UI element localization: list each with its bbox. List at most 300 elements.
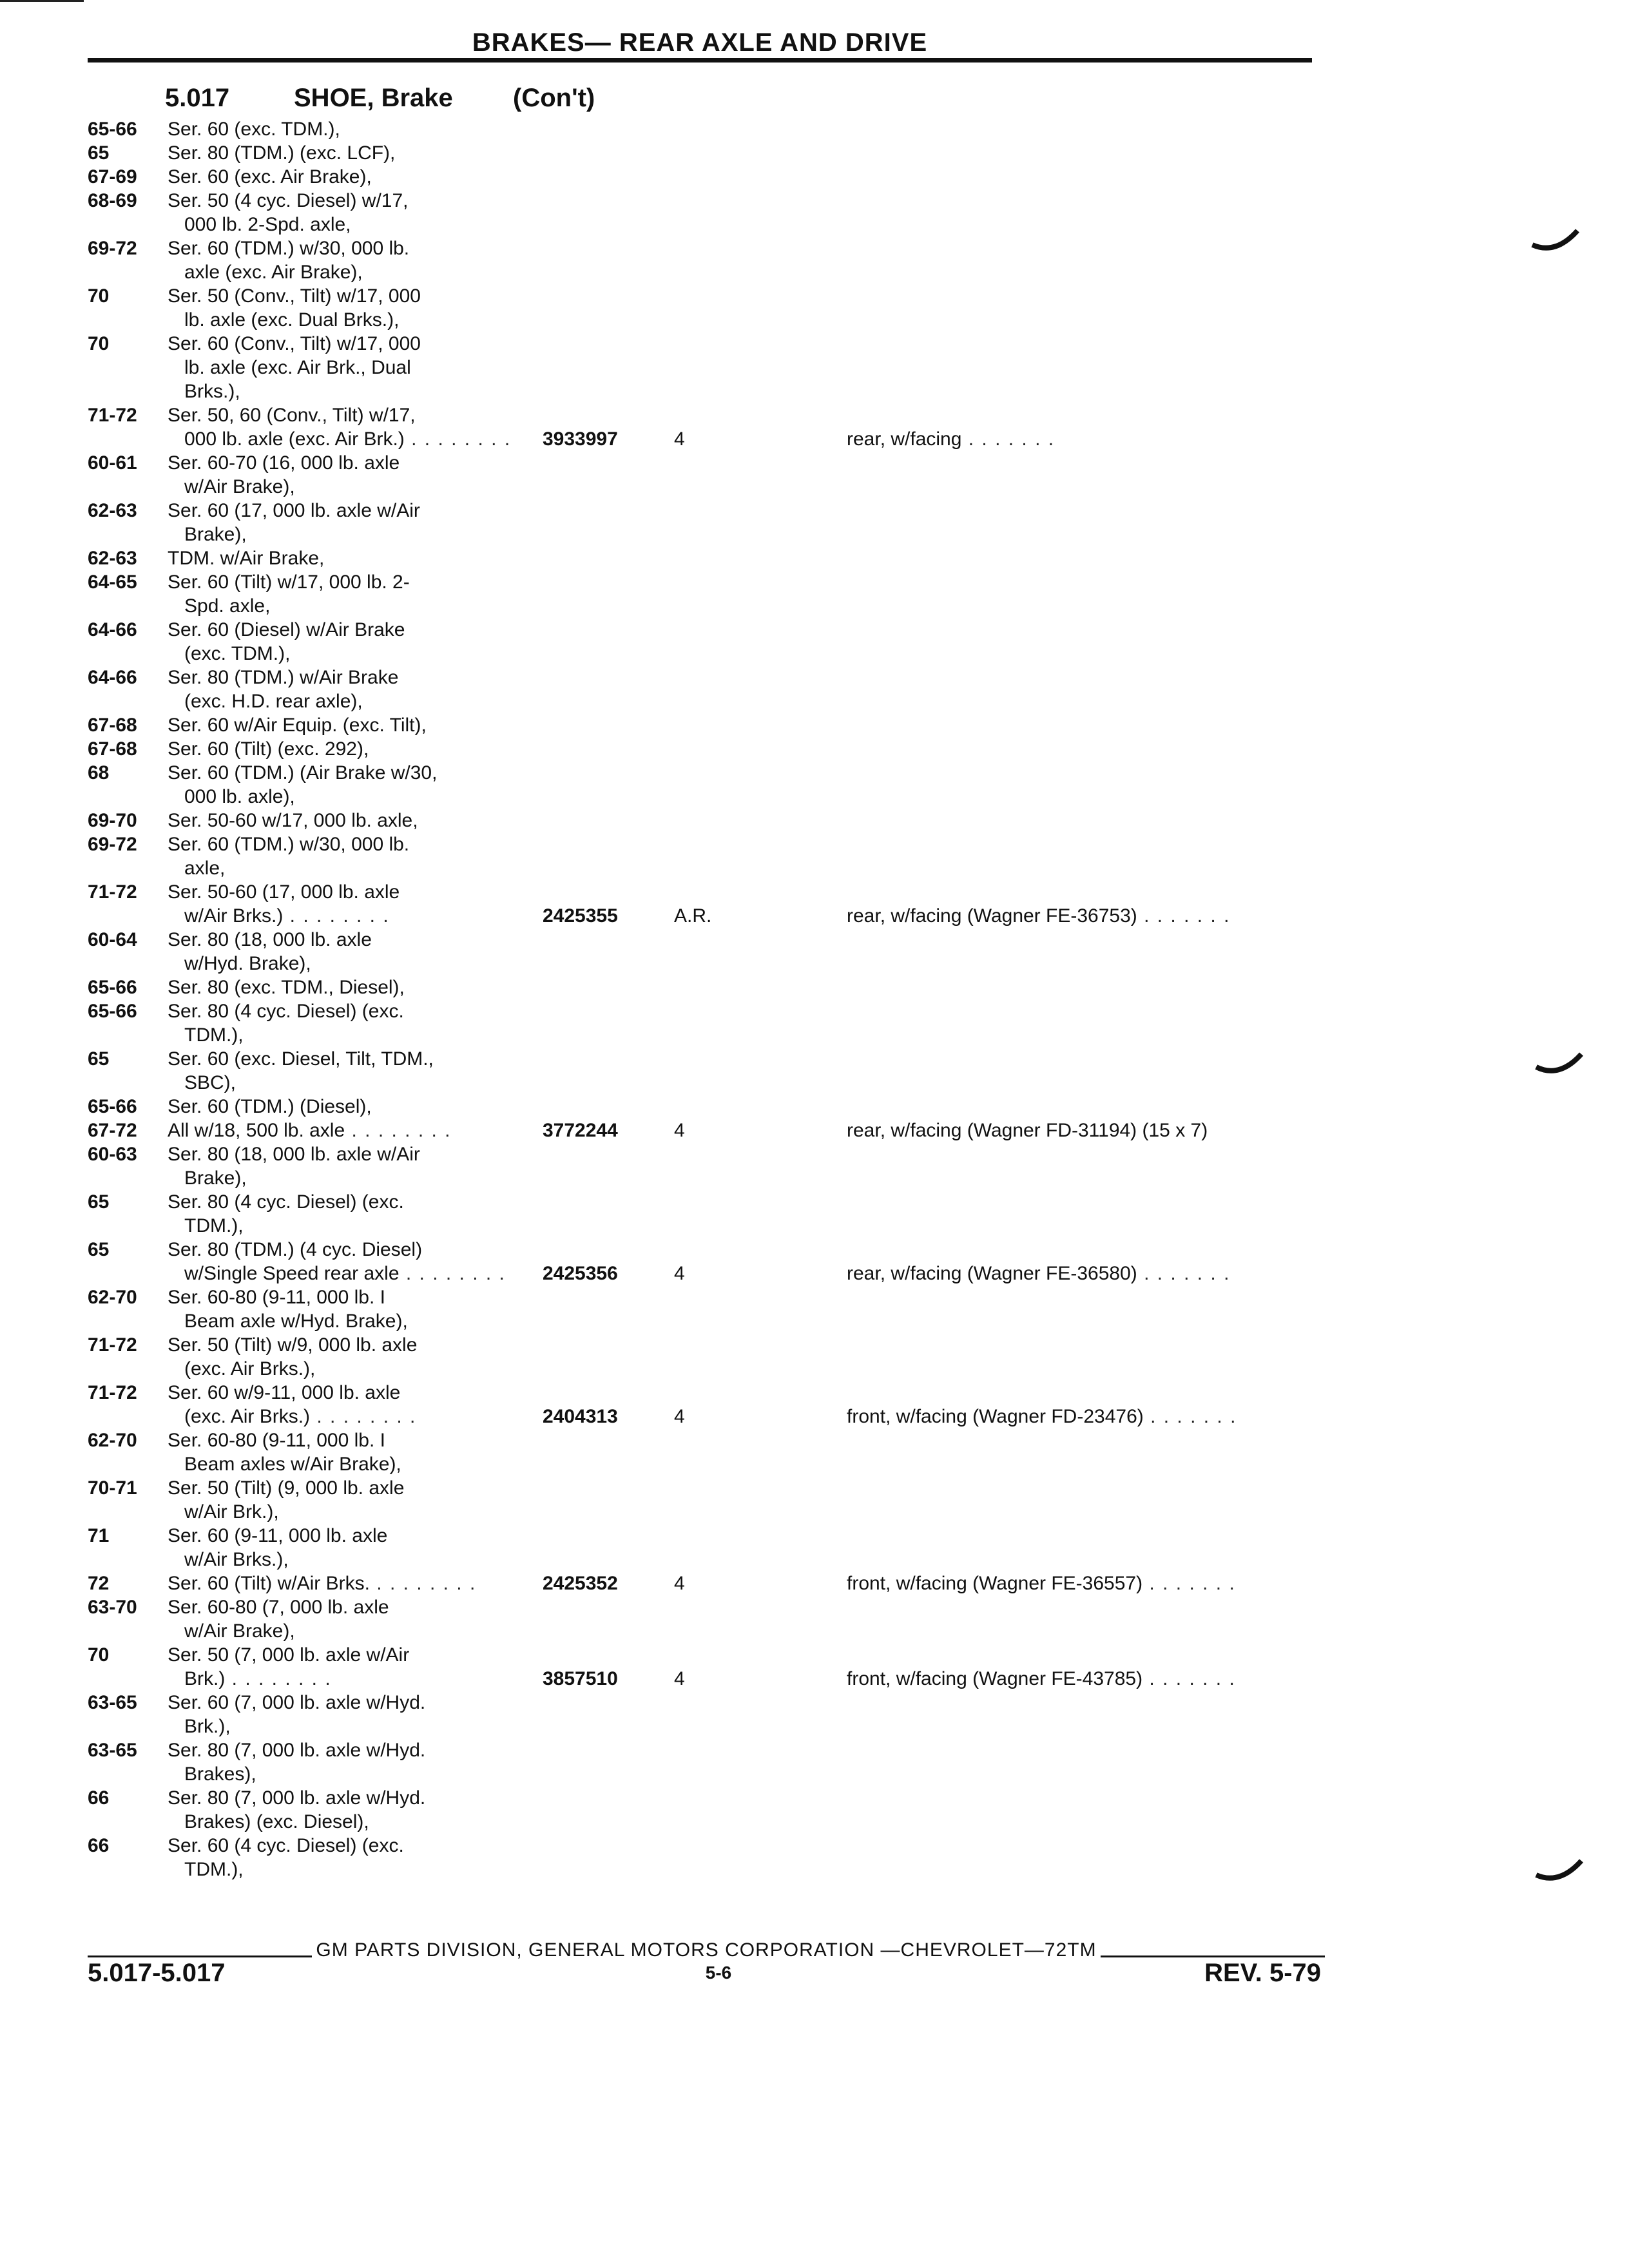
model-years: 70 xyxy=(88,285,110,307)
parts-line xyxy=(88,1858,1325,1881)
application-line: Brks.), xyxy=(184,381,240,402)
application-text xyxy=(184,213,351,236)
model-years: 62-70 xyxy=(88,1430,137,1451)
model-years: 71 xyxy=(88,1525,110,1546)
application-text xyxy=(168,1595,389,1619)
application-line: (exc. Air Brks.) xyxy=(184,1406,311,1427)
application-text xyxy=(184,642,290,666)
model-years: 67-68 xyxy=(88,715,137,736)
application-text xyxy=(184,1071,236,1095)
parts-line xyxy=(88,1142,1325,1166)
model-years: 67-69 xyxy=(88,166,137,187)
leader-dots: . . . . . . . . xyxy=(225,1668,332,1689)
application-line: Brake), xyxy=(184,524,247,545)
model-years: 64-66 xyxy=(88,667,137,688)
application-line: Ser. 60 (TDM.) (Diesel), xyxy=(168,1096,372,1117)
footer-page-number: 5-6 xyxy=(705,1963,732,1983)
parts-line xyxy=(88,499,1325,523)
application-text xyxy=(184,308,399,332)
part-number: 3772244 xyxy=(543,1120,618,1141)
model-years: 65-66 xyxy=(88,977,137,998)
parts-line xyxy=(88,380,1325,403)
leader-dots: . . . . . . . xyxy=(961,428,1055,450)
application-line: w/Air Brake), xyxy=(184,476,295,497)
application-text xyxy=(168,618,405,642)
application-text xyxy=(184,523,247,546)
application-text xyxy=(184,380,240,403)
quantity: 4 xyxy=(674,1406,685,1427)
application-text xyxy=(168,236,409,260)
application-line: Ser. 60-80 (9-11, 000 lb. I xyxy=(168,1430,385,1451)
part-group xyxy=(88,1142,1325,1285)
model-years: 69-70 xyxy=(88,810,137,831)
application-line: w/Air Brake), xyxy=(184,1620,295,1642)
model-years: 72 xyxy=(88,1573,110,1594)
parts-line xyxy=(88,1309,1325,1333)
application-text xyxy=(184,1667,332,1691)
application-text xyxy=(184,594,270,618)
application-text xyxy=(168,1333,417,1357)
application-text xyxy=(168,1428,385,1452)
model-years: 65-66 xyxy=(88,119,137,140)
application-text xyxy=(168,1738,425,1762)
application-text xyxy=(168,1786,425,1810)
application-line: All w/18, 500 lb. axle xyxy=(168,1120,345,1141)
section-number: 5.017 xyxy=(165,84,230,112)
parts-line xyxy=(88,260,1325,284)
parts-line xyxy=(88,1762,1325,1786)
application-text xyxy=(168,1381,400,1405)
application-text xyxy=(168,928,372,952)
part-group xyxy=(88,451,1325,928)
model-years: 65 xyxy=(88,1191,110,1213)
application-line: Ser. 60 (4 cyc. Diesel) (exc. xyxy=(168,1835,404,1856)
parts-line xyxy=(88,427,1325,451)
application-text xyxy=(184,785,295,809)
part-description xyxy=(847,1262,1230,1285)
parts-line xyxy=(88,1643,1325,1667)
parts-list xyxy=(88,117,1325,1881)
part-number: 3933997 xyxy=(543,428,618,450)
application-text xyxy=(184,1715,231,1738)
parts-line xyxy=(88,1500,1325,1524)
parts-line xyxy=(88,1476,1325,1500)
application-text xyxy=(168,1142,420,1166)
parts-line xyxy=(88,308,1325,332)
parts-line xyxy=(88,737,1325,761)
application-text xyxy=(184,1858,244,1881)
parts-line xyxy=(88,1285,1325,1309)
application-line: Ser. 60 (exc. Diesel, Tilt, TDM., xyxy=(168,1048,434,1070)
part-number: 2425356 xyxy=(543,1263,618,1284)
parts-line xyxy=(88,1548,1325,1571)
application-line: (exc. Air Brks.), xyxy=(184,1358,316,1379)
parts-line xyxy=(88,284,1325,308)
application-text xyxy=(184,475,295,499)
parts-line xyxy=(88,1834,1325,1858)
application-text xyxy=(168,165,372,189)
application-text xyxy=(184,1548,289,1571)
binder-mark xyxy=(1530,226,1581,258)
application-text xyxy=(168,1047,434,1071)
parts-line xyxy=(88,809,1325,832)
leader-dots: . . . . . . . xyxy=(1137,905,1231,927)
application-line: Ser. 80 (18, 000 lb. axle xyxy=(168,929,372,950)
application-line: Ser. 50 (Conv., Tilt) w/17, 000 xyxy=(168,285,421,307)
part-group xyxy=(88,928,1325,1142)
parts-line xyxy=(88,570,1325,594)
leader-dots: . . . . . . . . xyxy=(399,1263,506,1284)
application-text xyxy=(168,666,398,689)
model-years: 70 xyxy=(88,1644,110,1666)
application-text xyxy=(168,570,410,594)
application-text xyxy=(168,499,420,523)
parts-line xyxy=(88,236,1325,260)
application-line: SBC), xyxy=(184,1072,236,1093)
application-line: Ser. 80 (TDM.) (exc. LCF), xyxy=(168,142,396,164)
parts-line xyxy=(88,952,1325,975)
model-years: 64-66 xyxy=(88,619,137,640)
application-text xyxy=(168,999,404,1023)
application-line: Brk.) xyxy=(184,1668,226,1689)
part-description xyxy=(847,1119,1208,1142)
application-line: w/Air Brks.), xyxy=(184,1549,289,1570)
parts-line xyxy=(88,1071,1325,1095)
application-line: (exc. H.D. rear axle), xyxy=(184,691,363,712)
application-line: Ser. 60-80 (9-11, 000 lb. I xyxy=(168,1287,385,1308)
part-description xyxy=(847,1571,1236,1595)
application-text xyxy=(168,737,369,761)
application-text xyxy=(184,904,390,928)
application-line: Brake), xyxy=(184,1168,247,1189)
application-text xyxy=(168,117,340,141)
model-years: 71-72 xyxy=(88,405,137,426)
model-years: 66 xyxy=(88,1787,110,1809)
header-rule xyxy=(88,58,1312,62)
quantity: 4 xyxy=(674,1120,685,1141)
application-line: Ser. 60 (17, 000 lb. axle w/Air xyxy=(168,500,420,521)
application-line: Ser. 60 (Diesel) w/Air Brake xyxy=(168,619,405,640)
application-line: Ser. 60-80 (7, 000 lb. axle xyxy=(168,1597,389,1618)
part-group xyxy=(88,1691,1325,1881)
application-text xyxy=(168,284,421,308)
parts-line xyxy=(88,785,1325,809)
parts-line xyxy=(88,1381,1325,1405)
part-number: 3857510 xyxy=(543,1668,618,1689)
application-line: Ser. 60 (Tilt) w/17, 000 lb. 2- xyxy=(168,572,410,593)
application-line: Ser. 60 (Conv., Tilt) w/17, 000 xyxy=(168,333,421,354)
application-text xyxy=(168,403,416,427)
application-line: Ser. 50 (4 cyc. Diesel) w/17, xyxy=(168,190,409,211)
part-group xyxy=(88,1595,1325,1691)
application-text xyxy=(168,141,395,165)
description-text: rear, w/facing (Wagner FE-36753) xyxy=(847,905,1137,927)
leader-dots: . . . . . . . xyxy=(1143,1406,1237,1427)
model-years: 71-72 xyxy=(88,1334,137,1356)
application-line: 000 lb. axle), xyxy=(184,786,295,807)
parts-line xyxy=(88,117,1325,141)
application-line: Ser. 60 (TDM.) (Air Brake w/30, xyxy=(168,762,438,783)
application-line: Brk.), xyxy=(184,1716,231,1737)
model-years: 65-66 xyxy=(88,1001,137,1022)
application-line: Brakes) (exc. Diesel), xyxy=(184,1811,369,1832)
application-line: Ser. 80 (18, 000 lb. axle w/Air xyxy=(168,1144,420,1165)
parts-line xyxy=(88,475,1325,499)
footer-publisher-line xyxy=(88,1939,1325,1961)
application-line: Ser. 80 (4 cyc. Diesel) (exc. xyxy=(168,1001,404,1022)
parts-line xyxy=(88,1428,1325,1452)
parts-line xyxy=(88,546,1325,570)
application-line: TDM.), xyxy=(184,1215,244,1236)
model-years: 63-65 xyxy=(88,1692,137,1713)
parts-line xyxy=(88,999,1325,1023)
footer-rule-left xyxy=(88,1956,312,1957)
application-text xyxy=(168,189,408,213)
application-text xyxy=(184,1262,506,1285)
parts-line xyxy=(88,713,1325,737)
application-line: lb. axle (exc. Air Brk., Dual xyxy=(184,357,411,378)
application-text xyxy=(184,1762,256,1786)
description-text: front, w/facing (Wagner FE-36557) xyxy=(847,1573,1143,1594)
model-years: 63-65 xyxy=(88,1740,137,1761)
footer-rule-right xyxy=(1101,1956,1325,1957)
application-line: Ser. 60 w/9-11, 000 lb. axle xyxy=(168,1382,401,1403)
application-text xyxy=(168,1476,404,1500)
parts-line xyxy=(88,928,1325,952)
quantity: 4 xyxy=(674,1573,685,1594)
application-line: 000 lb. axle (exc. Air Brk.) xyxy=(184,428,405,450)
model-years: 62-63 xyxy=(88,548,137,569)
application-text xyxy=(184,260,363,284)
application-text xyxy=(168,332,421,356)
application-text xyxy=(168,1643,409,1667)
model-years: 71-72 xyxy=(88,1382,137,1403)
parts-line xyxy=(88,832,1325,856)
application-line: Beam axles w/Air Brake), xyxy=(184,1454,401,1475)
application-line: TDM.), xyxy=(184,1859,244,1880)
application-line: axle, xyxy=(184,858,226,879)
application-text xyxy=(168,809,418,832)
model-years: 63-70 xyxy=(88,1597,137,1618)
parts-line xyxy=(88,523,1325,546)
description-text: front, w/facing (Wagner FD-23476) xyxy=(847,1406,1144,1427)
quantity: A.R. xyxy=(674,905,712,927)
application-text xyxy=(184,1357,315,1381)
section-continued: (Con't) xyxy=(513,84,595,112)
application-line: Ser. 80 (exc. TDM., Diesel), xyxy=(168,977,405,998)
application-text xyxy=(168,1571,476,1595)
parts-line xyxy=(88,1095,1325,1119)
footer-range: 5.017-5.017 xyxy=(88,1959,226,1987)
section-name: SHOE, Brake xyxy=(294,84,453,112)
model-years: 62-70 xyxy=(88,1287,137,1308)
application-line: w/Air Brk.), xyxy=(184,1501,279,1523)
leader-dots: . . . . . . . . xyxy=(310,1406,417,1427)
application-line: axle (exc. Air Brake), xyxy=(184,262,363,283)
parts-line xyxy=(88,689,1325,713)
application-text xyxy=(184,1500,279,1524)
application-text xyxy=(184,952,311,975)
part-number: 2425355 xyxy=(543,905,618,927)
parts-line xyxy=(88,1810,1325,1834)
parts-line xyxy=(88,880,1325,904)
model-years: 67-68 xyxy=(88,738,137,760)
application-line: Ser. 60 (exc. Air Brake), xyxy=(168,166,372,187)
application-line: Ser. 60 (Tilt) (exc. 292), xyxy=(168,738,369,760)
application-line: Ser. 80 (7, 000 lb. axle w/Hyd. xyxy=(168,1740,426,1761)
application-text xyxy=(168,546,324,570)
application-text xyxy=(168,1095,372,1119)
application-text xyxy=(168,1238,422,1262)
parts-line xyxy=(88,1023,1325,1047)
application-line: Ser. 80 (7, 000 lb. axle w/Hyd. xyxy=(168,1787,426,1809)
parts-line xyxy=(88,1238,1325,1262)
part-group xyxy=(88,1285,1325,1428)
parts-line xyxy=(88,213,1325,236)
model-years: 65 xyxy=(88,1239,110,1260)
parts-line xyxy=(88,1715,1325,1738)
application-line: Ser. 60-70 (16, 000 lb. axle xyxy=(168,452,400,474)
application-text xyxy=(168,713,427,737)
model-years: 64-65 xyxy=(88,572,137,593)
leader-dots: . . . . . . . . xyxy=(369,1573,477,1594)
parts-line xyxy=(88,1524,1325,1548)
application-line: Ser. 60 (TDM.) w/30, 000 lb. xyxy=(168,834,410,855)
parts-line xyxy=(88,141,1325,165)
part-group xyxy=(88,117,1325,451)
top-edge-rule xyxy=(0,0,84,2)
footer-revision: REV. 5-79 xyxy=(1204,1959,1321,1987)
parts-line xyxy=(88,1691,1325,1715)
model-years: 69-72 xyxy=(88,238,137,259)
application-text xyxy=(184,689,363,713)
application-text xyxy=(168,451,400,475)
quantity: 4 xyxy=(674,428,685,450)
application-text xyxy=(168,1190,404,1214)
application-line: TDM. w/Air Brake, xyxy=(168,548,325,569)
application-text xyxy=(168,1691,425,1715)
model-years: 70 xyxy=(88,333,110,354)
application-line: w/Hyd. Brake), xyxy=(184,953,311,974)
parts-line xyxy=(88,1190,1325,1214)
parts-line xyxy=(88,1047,1325,1071)
parts-line xyxy=(88,1214,1325,1238)
parts-line xyxy=(88,1357,1325,1381)
parts-line xyxy=(88,189,1325,213)
parts-line xyxy=(88,356,1325,380)
part-description xyxy=(847,1405,1237,1428)
parts-line xyxy=(88,1166,1325,1190)
leader-dots: . . . . . . . xyxy=(1137,1263,1231,1284)
model-years: 67-72 xyxy=(88,1120,137,1141)
section-heading xyxy=(165,84,595,113)
application-text xyxy=(184,856,225,880)
quantity: 4 xyxy=(674,1668,685,1689)
parts-line xyxy=(88,975,1325,999)
application-line: Ser. 50 (Tilt) (9, 000 lb. axle xyxy=(168,1477,405,1499)
application-text xyxy=(168,1524,387,1548)
parts-line xyxy=(88,1738,1325,1762)
binder-mark xyxy=(1534,1050,1585,1082)
model-years: 62-63 xyxy=(88,500,137,521)
parts-line xyxy=(88,856,1325,880)
application-text xyxy=(184,356,411,380)
model-years: 65 xyxy=(88,142,110,164)
leader-dots: . . . . . . . xyxy=(1142,1573,1236,1594)
application-text xyxy=(168,975,405,999)
application-line: Spd. axle, xyxy=(184,595,271,617)
part-group xyxy=(88,1428,1325,1595)
model-years: 68-69 xyxy=(88,190,137,211)
application-text xyxy=(184,1619,295,1643)
model-years: 60-61 xyxy=(88,452,137,474)
application-text xyxy=(184,1452,401,1476)
application-text xyxy=(168,1834,404,1858)
part-number: 2425352 xyxy=(543,1573,618,1594)
application-line: Ser. 60 (TDM.) w/30, 000 lb. xyxy=(168,238,410,259)
application-text xyxy=(168,1285,385,1309)
application-text xyxy=(168,1119,452,1142)
model-years: 69-72 xyxy=(88,834,137,855)
model-years: 71-72 xyxy=(88,881,137,903)
application-text xyxy=(168,761,437,785)
description-text: front, w/facing (Wagner FE-43785) xyxy=(847,1668,1143,1689)
model-years: 60-63 xyxy=(88,1144,137,1165)
page-header: BRAKES— REAR AXLE AND DRIVE xyxy=(472,28,928,57)
application-line: TDM.), xyxy=(184,1024,244,1046)
leader-dots: . . . . . . . . xyxy=(283,905,390,927)
application-line: Ser. 60 (exc. TDM.), xyxy=(168,119,340,140)
parts-line xyxy=(88,1619,1325,1643)
model-years: 66 xyxy=(88,1835,110,1856)
application-text xyxy=(184,1214,244,1238)
application-text xyxy=(184,1023,244,1047)
part-description xyxy=(847,1667,1236,1691)
application-line: Ser. 80 (4 cyc. Diesel) (exc. xyxy=(168,1191,404,1213)
leader-dots: . . . . . . . . xyxy=(404,428,512,450)
part-description xyxy=(847,904,1230,928)
application-line: Beam axle w/Hyd. Brake), xyxy=(184,1311,408,1332)
application-text xyxy=(168,880,400,904)
application-line: 000 lb. 2-Spd. axle, xyxy=(184,214,351,235)
model-years: 68 xyxy=(88,762,110,783)
leader-dots: . . . . . . . xyxy=(1142,1668,1236,1689)
application-text xyxy=(184,1309,408,1333)
parts-line xyxy=(88,1333,1325,1357)
parts-line xyxy=(88,642,1325,666)
part-description xyxy=(847,427,1055,451)
application-text xyxy=(184,1810,369,1834)
application-line: Ser. 50, 60 (Conv., Tilt) w/17, xyxy=(168,405,416,426)
description-text: rear, w/facing (Wagner FE-36580) xyxy=(847,1263,1137,1284)
leader-dots: . . . . . . . . xyxy=(345,1120,452,1141)
application-line: Ser. 60 w/Air Equip. (exc. Tilt), xyxy=(168,715,427,736)
application-line: Ser. 50 (7, 000 lb. axle w/Air xyxy=(168,1644,410,1666)
parts-line xyxy=(88,1786,1325,1810)
parts-line xyxy=(88,666,1325,689)
parts-line xyxy=(88,594,1325,618)
parts-line xyxy=(88,403,1325,427)
binder-mark xyxy=(1534,1856,1585,1888)
part-number: 2404313 xyxy=(543,1406,618,1427)
application-line: Ser. 60 (7, 000 lb. axle w/Hyd. xyxy=(168,1692,426,1713)
application-line: w/Single Speed rear axle xyxy=(184,1263,400,1284)
application-line: Ser. 80 (TDM.) (4 cyc. Diesel) xyxy=(168,1239,423,1260)
application-text xyxy=(184,427,511,451)
application-line: Ser. 50 (Tilt) w/9, 000 lb. axle xyxy=(168,1334,418,1356)
parts-line xyxy=(88,1595,1325,1619)
model-years: 60-64 xyxy=(88,929,137,950)
